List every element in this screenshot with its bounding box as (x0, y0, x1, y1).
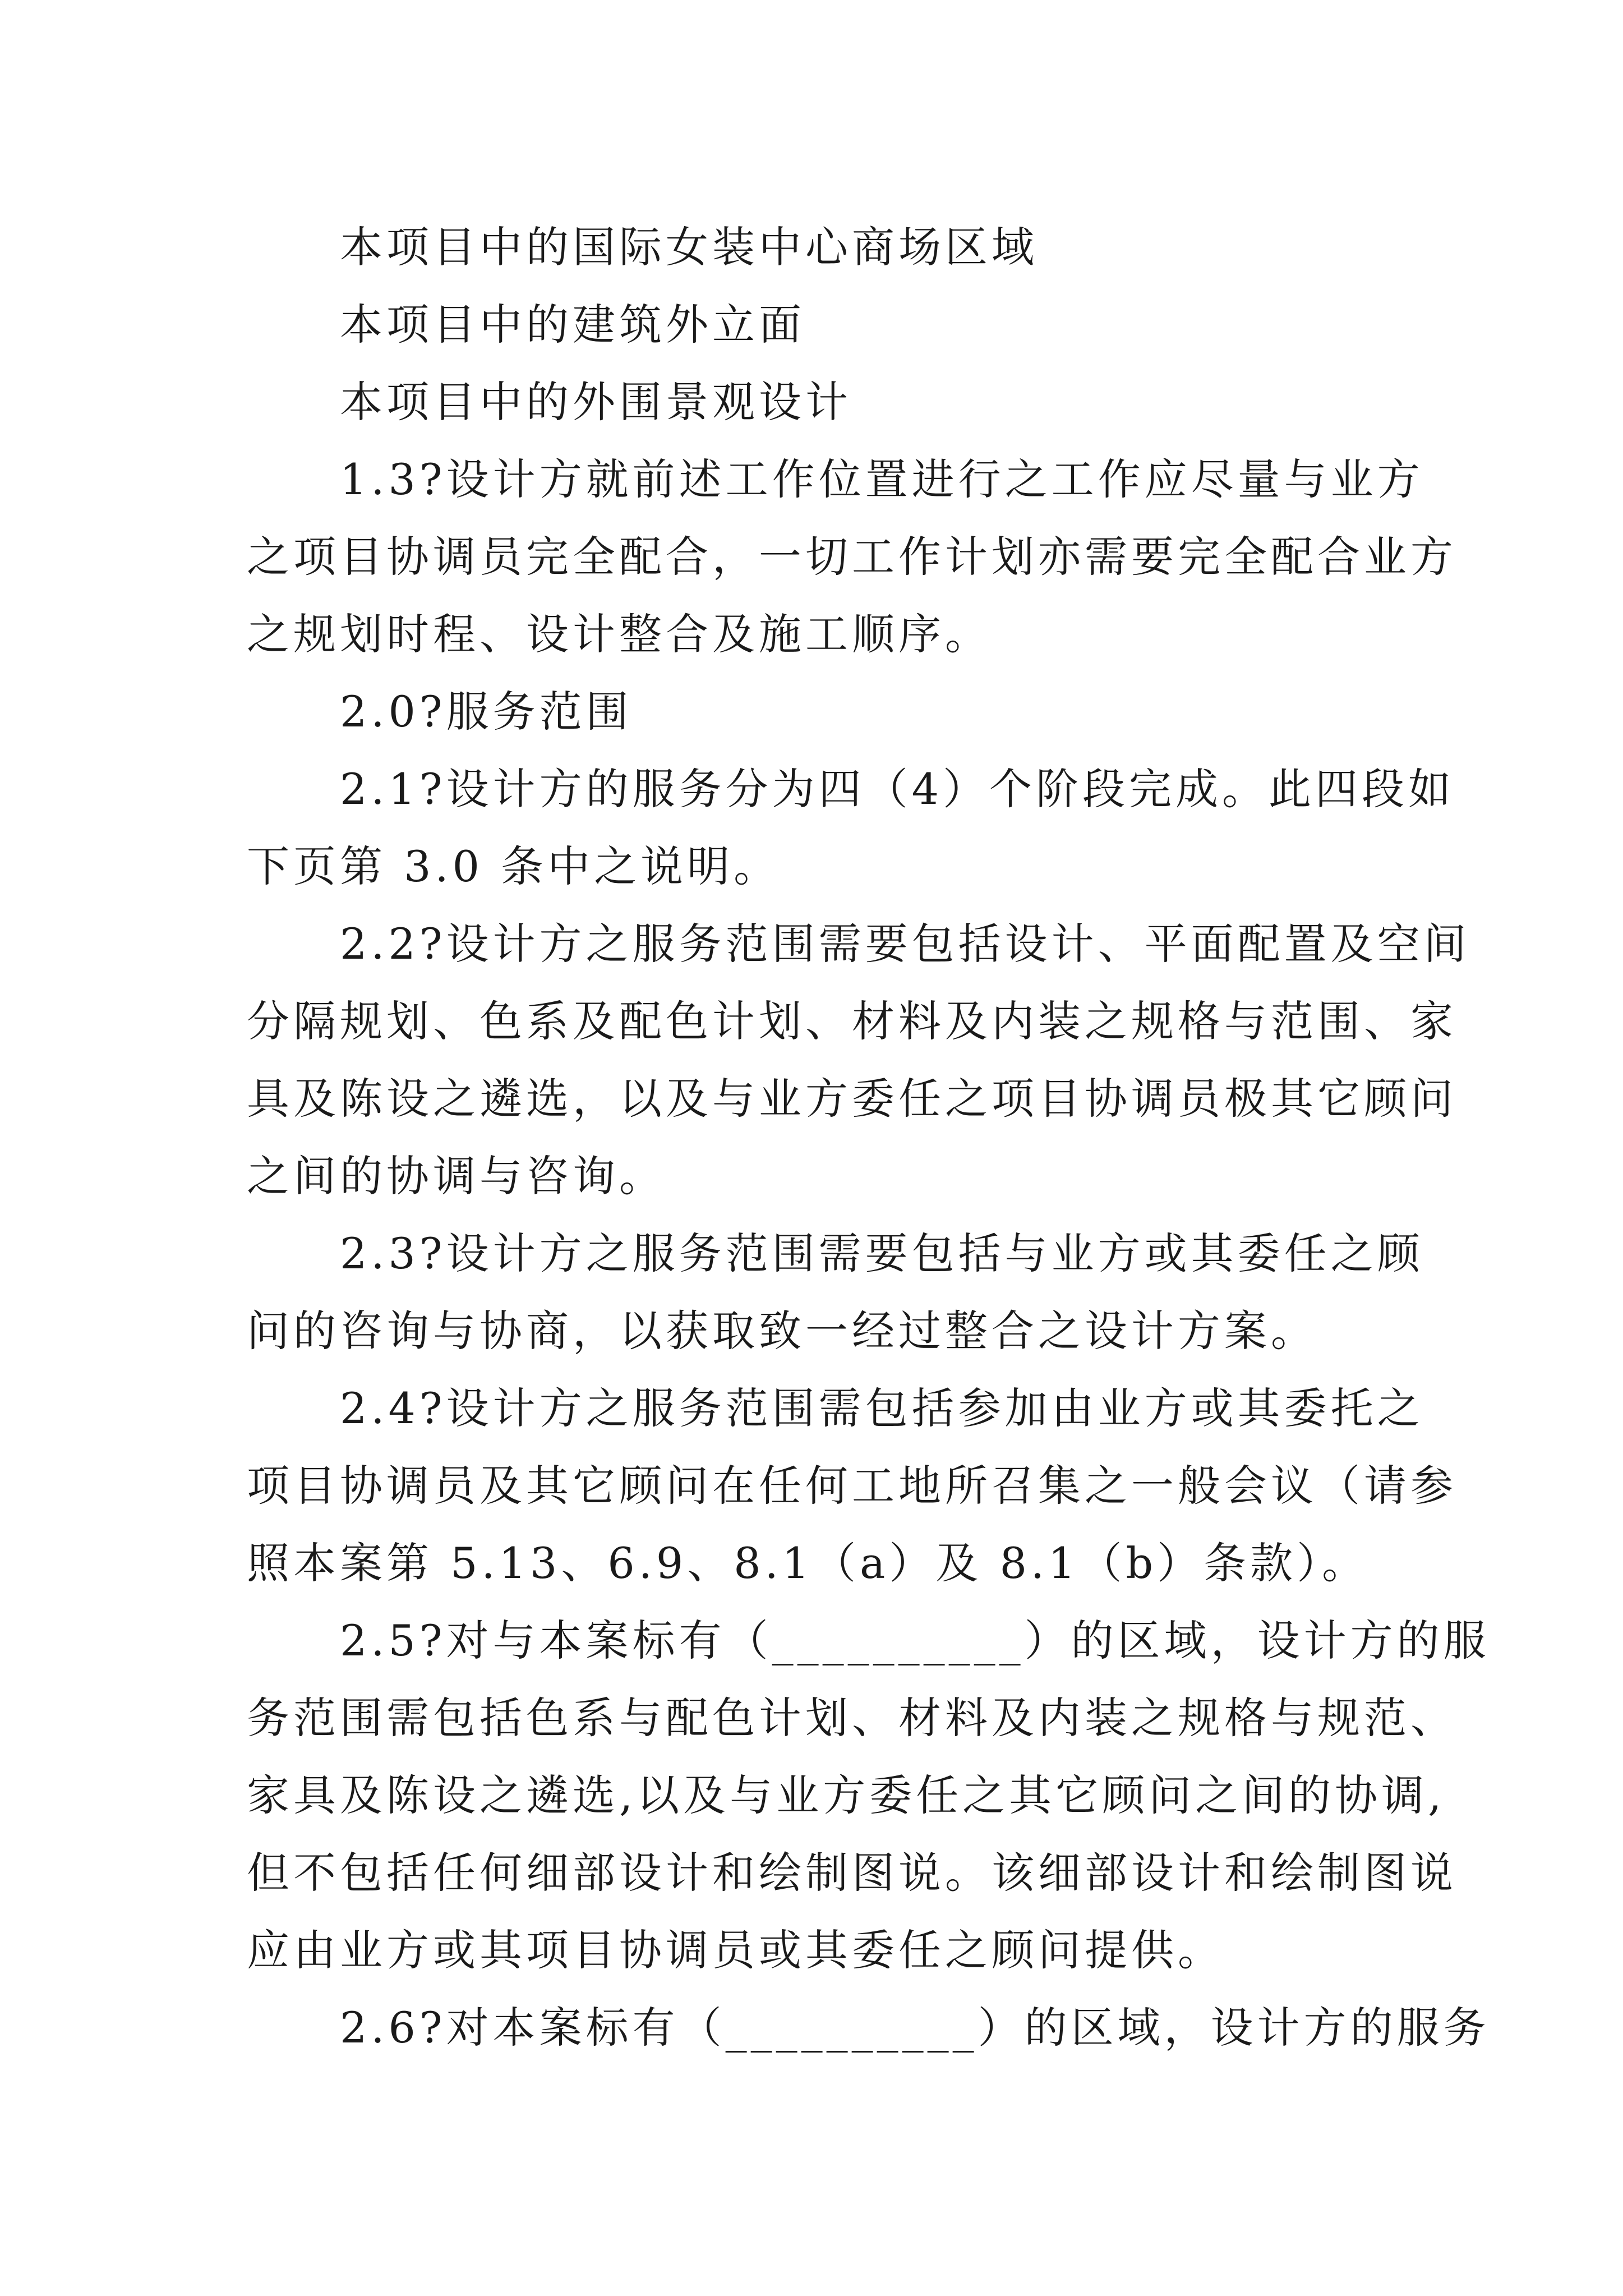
text-line: 2.4?设计方之服务范围需包括参加由业方或其委托之 (340, 1383, 1424, 1433)
section-heading: 2.0?服务范围 (340, 687, 633, 737)
text-line: 问的咨询与协商，以获取致一经过整合之设计方案。 (247, 1306, 1317, 1356)
text-line: 本项目中的外围景观设计 (340, 377, 852, 427)
text-line: 之项目协调员完全配合，一切工作计划亦需要完全配合业方 (247, 532, 1457, 582)
text-line: 本项目中的建筑外立面 (340, 300, 805, 349)
text-line: 2.6?对本案标有（__________）的区域，设计方的服务 (340, 2003, 1490, 2053)
text-line: 照本案第 5.13、6.9、8.1（a）及 8.1（b）条款）。 (247, 1538, 1369, 1588)
text-line: 2.5?对与本案标有（__________）的区域，设计方的服 (340, 1616, 1490, 1665)
text-line: 但不包括任何细部设计和绘制图说。该细部设计和绘制图说 (247, 1848, 1457, 1898)
text-line: 分隔规划、色系及配色计划、材料及内装之规格与范围、家 (247, 996, 1457, 1046)
text-line: 项目协调员及其它顾问在任何工地所召集之一般会议（请参 (247, 1461, 1457, 1511)
text-line: 2.3?设计方之服务范围需要包括与业方或其委任之顾 (340, 1228, 1424, 1278)
text-line: 1.3?设计方就前述工作位置进行之工作应尽量与业方 (340, 454, 1424, 504)
text-line: 2.2?设计方之服务范围需要包括设计、平面配置及空间 (340, 919, 1470, 969)
text-line: 之规划时程、设计整合及施工顺序。 (247, 609, 992, 659)
text-line: 应由业方或其项目协调员或其委任之顾问提供。 (247, 1925, 1224, 1975)
text-line: 具及陈设之遴选，以及与业方委任之项目协调员极其它顾问 (247, 1074, 1457, 1124)
text-line: 2.1?设计方的服务分为四（4）个阶段完成。此四段如 (340, 764, 1455, 814)
text-line: 之间的协调与咨询。 (247, 1151, 666, 1201)
text-line: 家具及陈设之遴选,以及与业方委任之其它顾问之间的协调, (247, 1770, 1446, 1820)
text-line: 下页第 3.0 条中之说明。 (247, 841, 781, 891)
text-line: 务范围需包括色系与配色计划、材料及内装之规格与规范、 (247, 1693, 1457, 1743)
text-line: 本项目中的国际女装中心商场区域 (340, 222, 1038, 272)
document-body (247, 209, 1490, 2067)
